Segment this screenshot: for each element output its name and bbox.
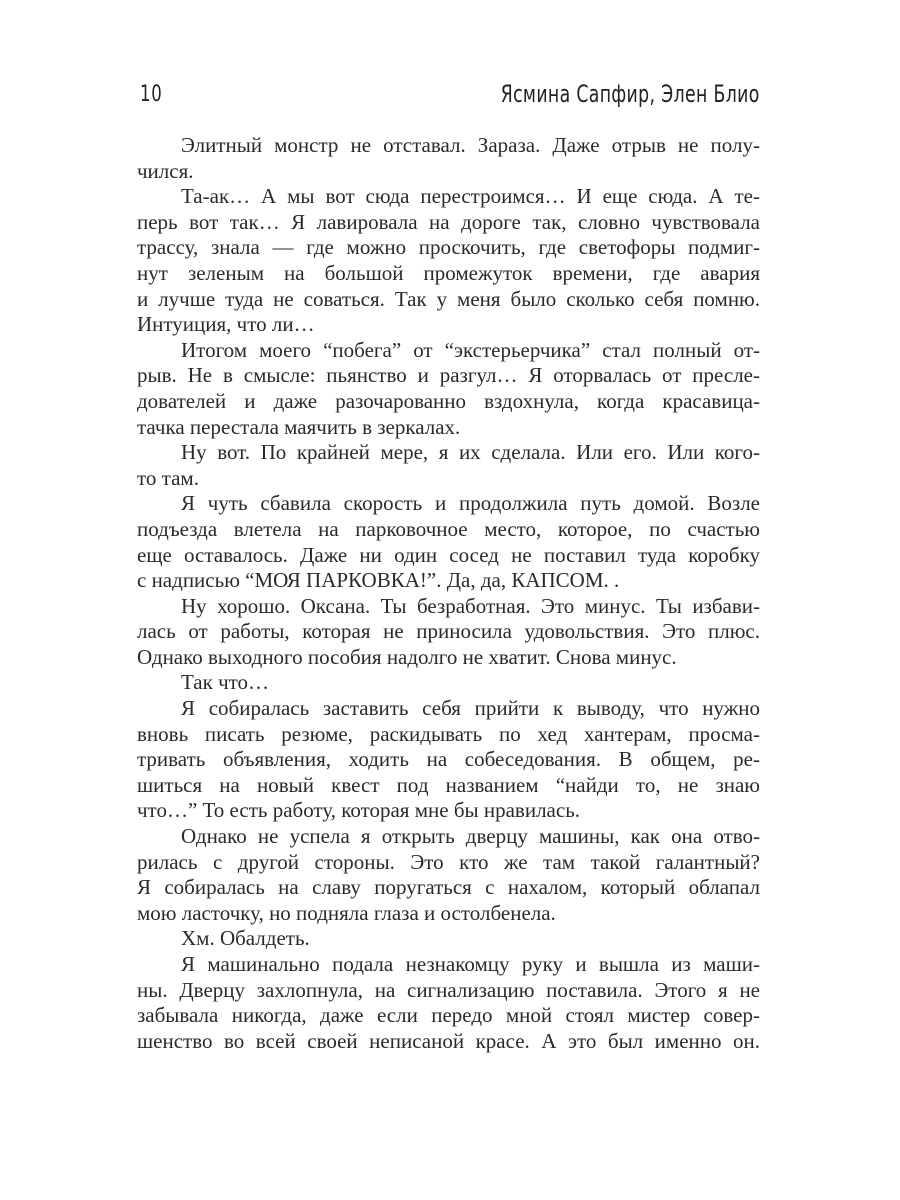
text-line-content: Та-ак… А мы вот сюда перестроимся… И еще сюда. А те- bbox=[181, 184, 760, 209]
text-line-content: дователей и даже разочарованно вздохнула, когда красавица- bbox=[137, 388, 760, 413]
text-line-content: перь вот так… Я лавировала на дороге так, словно чувствовала bbox=[137, 209, 760, 234]
text-line bbox=[137, 978, 760, 1004]
text-line-content: Интуиция, что ли… bbox=[137, 312, 315, 337]
text-line-content: ны. Дверцу захлопнула, на сигнализацию поставила. Этого я не bbox=[137, 977, 760, 1002]
text-line-content: еще оставалось. Даже ни один сосед не поставил туда коробку bbox=[137, 542, 760, 567]
text-line-content: чился. bbox=[137, 158, 194, 183]
text-line bbox=[137, 696, 760, 722]
text-line bbox=[137, 261, 760, 287]
text-line bbox=[137, 722, 760, 748]
text-line-content: подъезда влетела на парковочное место, которое, по счастью bbox=[137, 516, 760, 541]
text-line bbox=[137, 133, 760, 159]
text-line bbox=[137, 875, 760, 901]
running-header-author: Ясмина Сапфир, Элен Блио bbox=[501, 80, 760, 108]
text-line-content: тривать объявления, ходить на собеседования. В общем, ре- bbox=[137, 747, 760, 772]
text-line bbox=[137, 389, 760, 415]
text-line bbox=[137, 773, 760, 799]
text-line-content: Так что… bbox=[181, 670, 270, 695]
text-line-content: тачка перестала маячить в зеркалах. bbox=[137, 414, 461, 439]
text-line bbox=[137, 824, 760, 850]
text-line-content: Элитный монстр не отставал. Зараза. Даже отрыв не полу- bbox=[181, 133, 760, 157]
text-line-content: Ну вот. По крайней мере, я их сделала. Или его. Или кого- bbox=[181, 440, 760, 465]
text-line bbox=[137, 850, 760, 876]
text-line bbox=[137, 210, 760, 236]
text-line-content: нут зеленым на большой промежуток времени, где авария bbox=[137, 260, 760, 285]
text-line-content: мою ласточку, но подняла глаза и остолбенела. bbox=[137, 900, 556, 925]
text-line bbox=[137, 184, 760, 210]
text-line-content: рилась с другой стороны. Это кто же там такой галантный? bbox=[137, 849, 760, 874]
text-line bbox=[137, 952, 760, 978]
text-line bbox=[137, 1003, 760, 1029]
body-text bbox=[137, 133, 760, 1054]
text-line bbox=[137, 440, 760, 466]
text-line bbox=[137, 491, 760, 517]
text-line bbox=[137, 926, 760, 952]
text-line bbox=[137, 159, 760, 185]
text-line-content: Однако не успела я открыть дверцу машины, как она отво- bbox=[181, 824, 760, 849]
text-line-content: Однако выходного пособия надолго не хватит. Снова минус. bbox=[137, 644, 677, 669]
text-line bbox=[137, 415, 760, 441]
text-line bbox=[137, 901, 760, 927]
text-line bbox=[137, 747, 760, 773]
text-line-content: и лучше туда не соваться. Так у меня было сколько себя помню. bbox=[137, 286, 760, 311]
text-line-content: то там. bbox=[137, 465, 199, 490]
text-line bbox=[137, 670, 760, 696]
text-line bbox=[137, 645, 760, 671]
text-line bbox=[137, 568, 760, 594]
page-number: 10 bbox=[140, 82, 163, 107]
text-line bbox=[137, 594, 760, 620]
text-line-content: шиться на новый квест под названием “найди то, не знаю bbox=[137, 772, 760, 797]
text-line-content: рыв. Не в смысле: пьянство и разгул… Я оторвалась от пресле- bbox=[137, 363, 760, 388]
text-line bbox=[137, 543, 760, 569]
text-line bbox=[137, 798, 760, 824]
text-line-content: Хм. Обалдеть. bbox=[181, 926, 310, 951]
text-line-content: Я собиралась на славу поругаться с нахалом, который облапал bbox=[137, 875, 760, 900]
text-line-content: забывала никогда, даже если передо мной стоял мистер совер- bbox=[137, 1003, 760, 1028]
text-line bbox=[137, 312, 760, 338]
text-line bbox=[137, 235, 760, 261]
text-line-content: с надписью “МОЯ ПАРКОВКА!”. Да, да, КАПСОМ. . bbox=[137, 568, 620, 593]
text-line bbox=[137, 287, 760, 313]
text-line-content: трассу, знала — где можно проскочить, где светофоры подмиг- bbox=[137, 235, 760, 260]
text-line-content: шенство во всей своей неписаной красе. А это был именно он. bbox=[137, 1028, 760, 1053]
text-line-content: Ну хорошо. Оксана. Ты безработная. Это минус. Ты избави- bbox=[181, 593, 760, 618]
text-line-content: Я машинально подала незнакомцу руку и вышла из маши- bbox=[181, 952, 760, 976]
text-line-content: вновь писать резюме, раскидывать по хед хантерам, просма- bbox=[137, 721, 760, 746]
text-line-content: Я чуть сбавила скорость и продолжила путь домой. Возле bbox=[181, 491, 760, 516]
text-line bbox=[137, 338, 760, 364]
text-line-content: лась от работы, которая не приносила удовольствия. Это плюс. bbox=[137, 619, 760, 644]
text-line-content: Итогом моего “побега” от “экстерьерчика” стал полный от- bbox=[181, 337, 760, 362]
text-line bbox=[137, 1029, 760, 1055]
text-line bbox=[137, 517, 760, 543]
text-line bbox=[137, 363, 760, 389]
text-line-content: что…” То есть работу, которая мне бы нравилась. bbox=[137, 798, 581, 823]
text-line bbox=[137, 619, 760, 645]
text-line bbox=[137, 466, 760, 492]
text-line-content: Я собиралась заставить себя прийти к выводу, что нужно bbox=[181, 696, 760, 721]
